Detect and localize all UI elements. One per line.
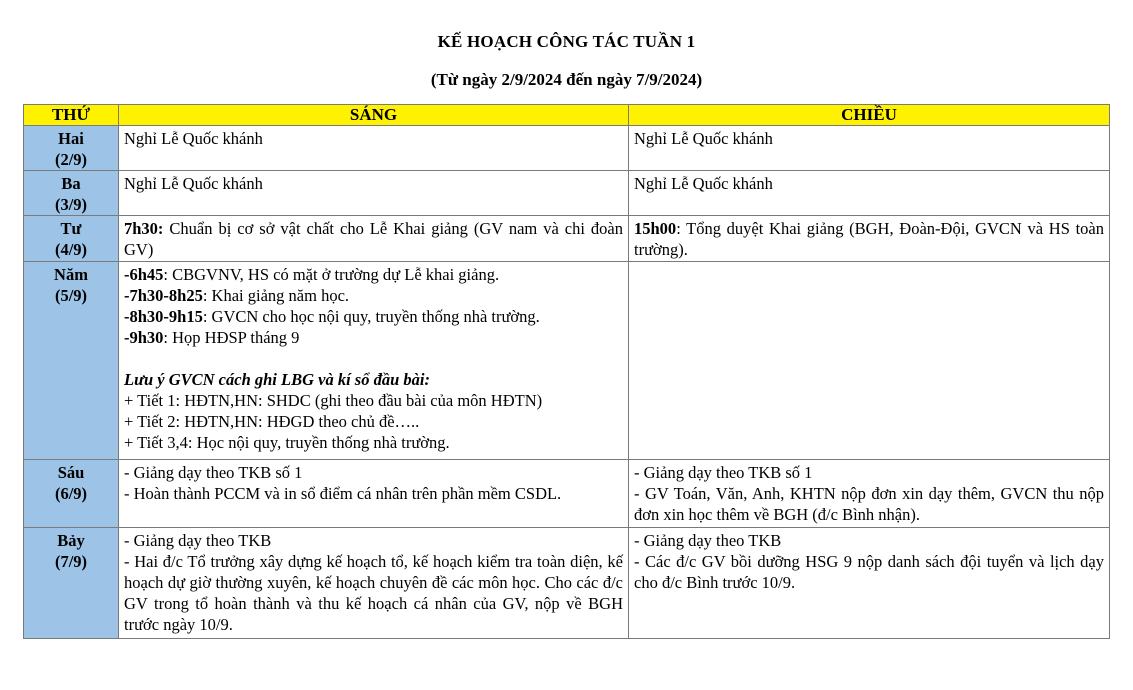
activity-line: - GV Toán, Văn, Anh, KHTN nộp đơn xin dạy thêm, GVCN thu nộp đơn xin học thêm về BGH (đ/c Bình nhận).	[634, 484, 1104, 524]
day-cell-hai	[24, 126, 119, 171]
activity-line: - Các đ/c GV bồi dưỡng HSG 9 nộp danh sách đội tuyển và lịch dạy cho đ/c Bình trước 10/9.	[634, 552, 1104, 592]
table-row-ba	[24, 171, 1110, 216]
header-row	[24, 105, 1110, 126]
time-label: 7h30:	[124, 219, 164, 238]
morning-text: Nghỉ Lễ Quốc khánh	[124, 174, 263, 193]
activity-line: - Giảng dạy theo TKB số 1	[124, 463, 303, 482]
morning-text: Nghỉ Lễ Quốc khánh	[124, 129, 263, 148]
activity-text: : CBGVNV, HS có mặt ở trường dự Lễ khai giảng.	[163, 265, 500, 284]
note-line: + Tiết 3,4: Học nội quy, truyền thống nhà trường.	[124, 433, 450, 452]
header-morning: SÁNG	[119, 105, 629, 126]
day-cell-tu	[24, 216, 119, 262]
day-date: (5/9)	[54, 286, 88, 305]
afternoon-cell-hai	[629, 126, 1110, 171]
time-label: 15h00	[634, 219, 677, 238]
table-row-nam	[24, 262, 1110, 460]
day-cell-sau	[24, 460, 119, 528]
time-label: -8h30-9h15	[124, 307, 203, 326]
afternoon-text: Nghỉ Lễ Quốc khánh	[634, 174, 773, 193]
activity-text: : Họp HĐSP tháng 9	[163, 328, 300, 347]
morning-cell-tu	[119, 216, 629, 262]
day-cell-bay	[24, 528, 119, 639]
activity-line: - Giảng dạy theo TKB	[124, 531, 272, 550]
day-name: Sáu	[57, 463, 85, 482]
morning-cell-sau	[119, 460, 629, 528]
activity-line: - Hoàn thành PCCM và in sổ điểm cá nhân trên phần mềm CSDL.	[124, 484, 562, 503]
time-label: -6h45	[124, 265, 164, 284]
morning-cell-bay	[119, 528, 629, 639]
activity-text: : Khai giảng năm học.	[202, 286, 350, 305]
time-label: -7h30-8h25	[124, 286, 203, 305]
schedule-item	[124, 285, 623, 306]
afternoon-cell-sau	[629, 460, 1110, 528]
day-cell-nam	[24, 262, 119, 460]
day-name: Bảy	[57, 531, 85, 550]
day-date: (4/9)	[54, 240, 88, 259]
plan-title: KẾ HOẠCH CÔNG TÁC TUẦN 1	[437, 32, 696, 51]
schedule-item	[124, 306, 623, 327]
day-date: (2/9)	[54, 150, 88, 169]
day-name: Hai	[58, 129, 84, 148]
morning-cell-ba	[119, 171, 629, 216]
schedule-item	[124, 327, 623, 348]
day-name: Tư	[60, 219, 82, 238]
day-date: (7/9)	[54, 552, 88, 571]
note-title: Lưu ý GVCN cách ghi LBG và kí sổ đầu bài:	[124, 370, 430, 389]
afternoon-text: Nghỉ Lễ Quốc khánh	[634, 129, 773, 148]
day-date: (6/9)	[54, 484, 88, 503]
spacer	[124, 348, 623, 369]
table-row-hai	[24, 126, 1110, 171]
morning-cell-hai	[119, 126, 629, 171]
day-cell-ba	[24, 171, 119, 216]
activity-line: - Hai đ/c Tổ trưởng xây dựng kế hoạch tổ, kế hoạch kiểm tra toàn diện, kế hoạch dự giờ thường xuyên, kế hoạch chuyên đề các môn học. Cho các đ/c GV trong tổ hoàn thành và thu kế hoạch cá nhân của GV, nộp về BGH trước ngày 10/9.	[124, 552, 623, 634]
afternoon-cell-bay	[629, 528, 1110, 639]
schedule-item	[124, 264, 623, 285]
weekly-plan-table	[23, 104, 1110, 639]
table-row-bay	[24, 528, 1110, 639]
note-line: + Tiết 2: HĐTN,HN: HĐGD theo chủ đề…..	[124, 412, 420, 431]
activity-text: Chuẩn bị cơ sở vật chất cho Lễ Khai giảng (GV nam và chi đoàn GV)	[124, 219, 623, 259]
afternoon-cell-ba	[629, 171, 1110, 216]
day-name: Ba	[61, 174, 81, 193]
table-row-tu	[24, 216, 1110, 262]
activity-text: : Tổng duyệt Khai giảng (BGH, Đoàn-Đội, GVCN và HS toàn trường).	[634, 219, 1104, 259]
afternoon-cell-tu	[629, 216, 1110, 262]
time-label: -9h30	[124, 328, 164, 347]
afternoon-cell-nam	[629, 262, 1110, 460]
activity-line: - Giảng dạy theo TKB	[634, 531, 782, 550]
note-line: + Tiết 1: HĐTN,HN: SHDC (ghi theo đầu bài của môn HĐTN)	[124, 391, 543, 410]
header-afternoon: CHIỀU	[629, 105, 1110, 126]
day-date: (3/9)	[54, 195, 88, 214]
header-day: THỨ	[24, 105, 119, 126]
table-row-sau	[24, 460, 1110, 528]
day-name: Năm	[54, 265, 88, 284]
activity-text: : GVCN cho học nội quy, truyền thống nhà trường.	[202, 307, 540, 326]
activity-line: - Giảng dạy theo TKB số 1	[634, 463, 813, 482]
morning-cell-nam	[119, 262, 629, 460]
plan-subtitle: (Từ ngày 2/9/2024 đến ngày 7/9/2024)	[430, 70, 703, 89]
